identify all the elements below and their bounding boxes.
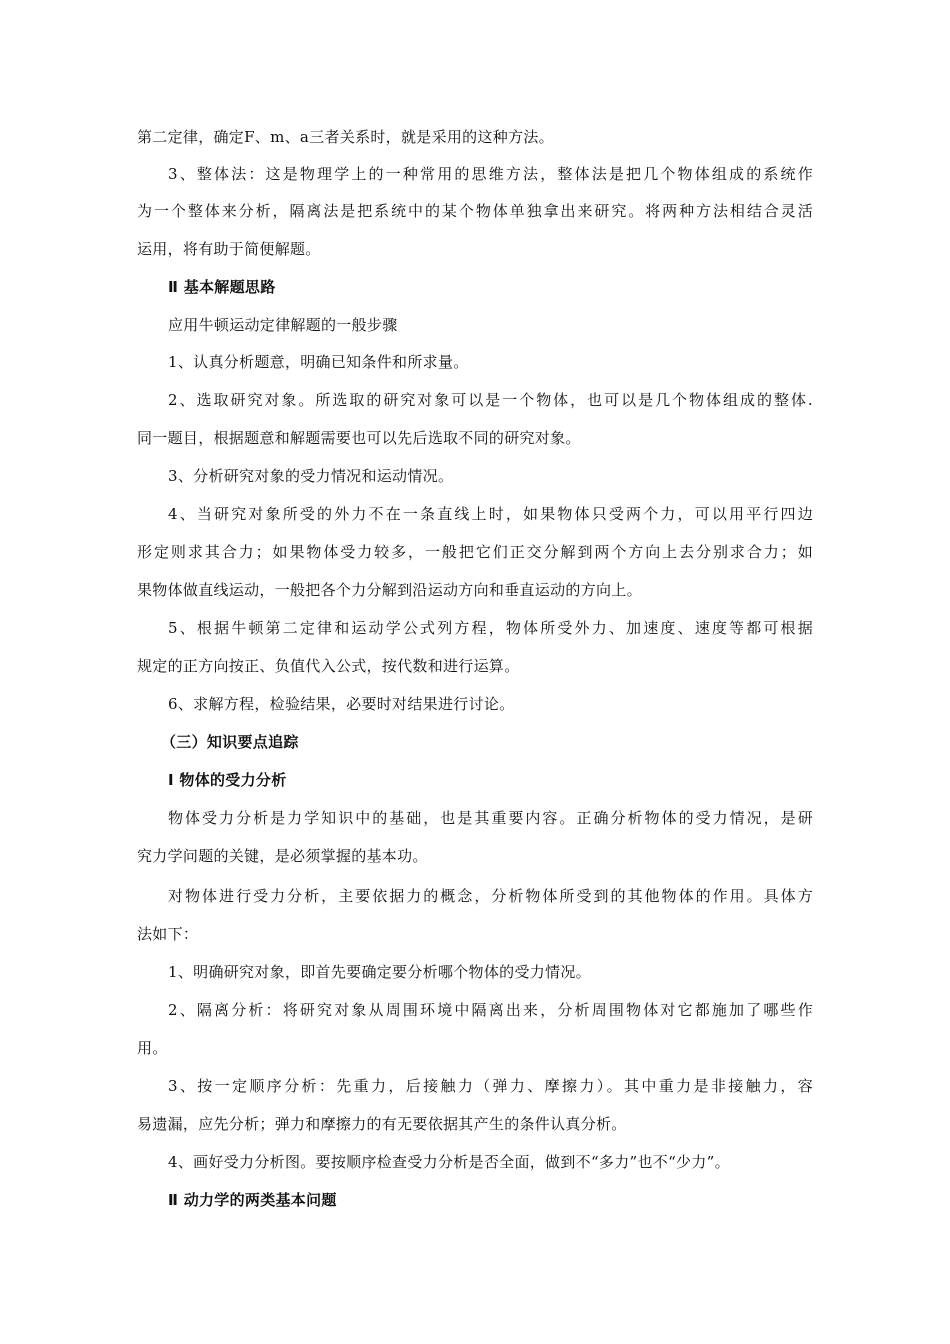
list-item: 1、认真分析题意，明确已知条件和所求量。 (168, 353, 469, 371)
paragraph-line: 规定的正方向按正、负值代入公式，按代数和进行运算。 (137, 657, 520, 675)
list-item: 5、根据牛顿第二定律和运动学公式列方程，物体所受外力、加速度、速度等都可根据 (168, 619, 813, 637)
list-item: 3、分析研究对象的受力情况和运动情况。 (168, 467, 454, 485)
paragraph-line: 为一个整体来分析，隔离法是把系统中的某个物体单独拿出来研究。将两种方法相结合灵活 (137, 202, 813, 220)
paragraph-line: 运用，将有助于简便解题。 (137, 240, 321, 258)
paragraph-line: 形定则求其合力；如果物体受力较多，一般把它们正交分解到两个方向上去分别求合力；如 (137, 543, 813, 561)
section-heading: Ⅱ 动力学的两类基本问题 (168, 1191, 337, 1209)
paragraph-line: 用。 (137, 1039, 168, 1057)
section-heading: Ⅱ 基本解题思路 (168, 278, 276, 296)
paragraph-line: 第二定律，确定F、m、a三者关系时，就是采用的这种方法。 (137, 128, 554, 146)
paragraph-line: 同一题目，根据题意和解题需要也可以先后选取不同的研究对象。 (137, 429, 581, 447)
list-item: 4、当研究对象所受的外力不在一条直线上时，如果物体只受两个力，可以用平行四边 (168, 505, 813, 523)
paragraph-line: 法如下： (137, 925, 199, 943)
list-item: 6、求解方程，检验结果，必要时对结果进行讨论。 (168, 695, 515, 713)
paragraph-line: 物体受力分析是力学知识中的基础，也是其重要内容。正确分析物体的受力情况，是研 (168, 809, 813, 827)
paragraph-line: 究力学问题的关键，是必须掌握的基本功。 (137, 847, 428, 865)
list-item: 4、画好受力分析图。要按顺序检查受力分析是否全面，做到不“多力”也不“少力”。 (168, 1153, 730, 1171)
section-heading: （三）知识要点追踪 (161, 733, 299, 751)
paragraph-line: 对物体进行受力分析，主要依据力的概念，分析物体所受到的其他物体的作用。具体方 (168, 887, 813, 905)
list-item: 3、按一定顺序分析：先重力，后接触力（弹力、摩擦力）。其中重力是非接触力，容 (168, 1077, 813, 1095)
list-item: 2、隔离分析：将研究对象从周围环境中隔离出来，分析周围物体对它都施加了哪些作 (168, 1001, 813, 1019)
paragraph-line: 果物体做直线运动，一般把各个力分解到沿运动方向和垂直运动的方向上。 (137, 581, 642, 599)
section-heading: Ⅰ 物体的受力分析 (168, 771, 287, 789)
list-item: 2、选取研究对象。所选取的研究对象可以是一个物体，也可以是几个物体组成的整体. (168, 391, 813, 409)
paragraph-line: 3、整体法：这是物理学上的一种常用的思维方法，整体法是把几个物体组成的系统作 (168, 165, 813, 183)
paragraph-line: 易遗漏，应先分析；弹力和摩擦力的有无要依据其产生的条件认真分析。 (137, 1115, 627, 1133)
list-item: 1、明确研究对象，即首先要确定要分析哪个物体的受力情况。 (168, 963, 591, 981)
paragraph-line: 应用牛顿运动定律解题的一般步骤 (168, 316, 398, 334)
